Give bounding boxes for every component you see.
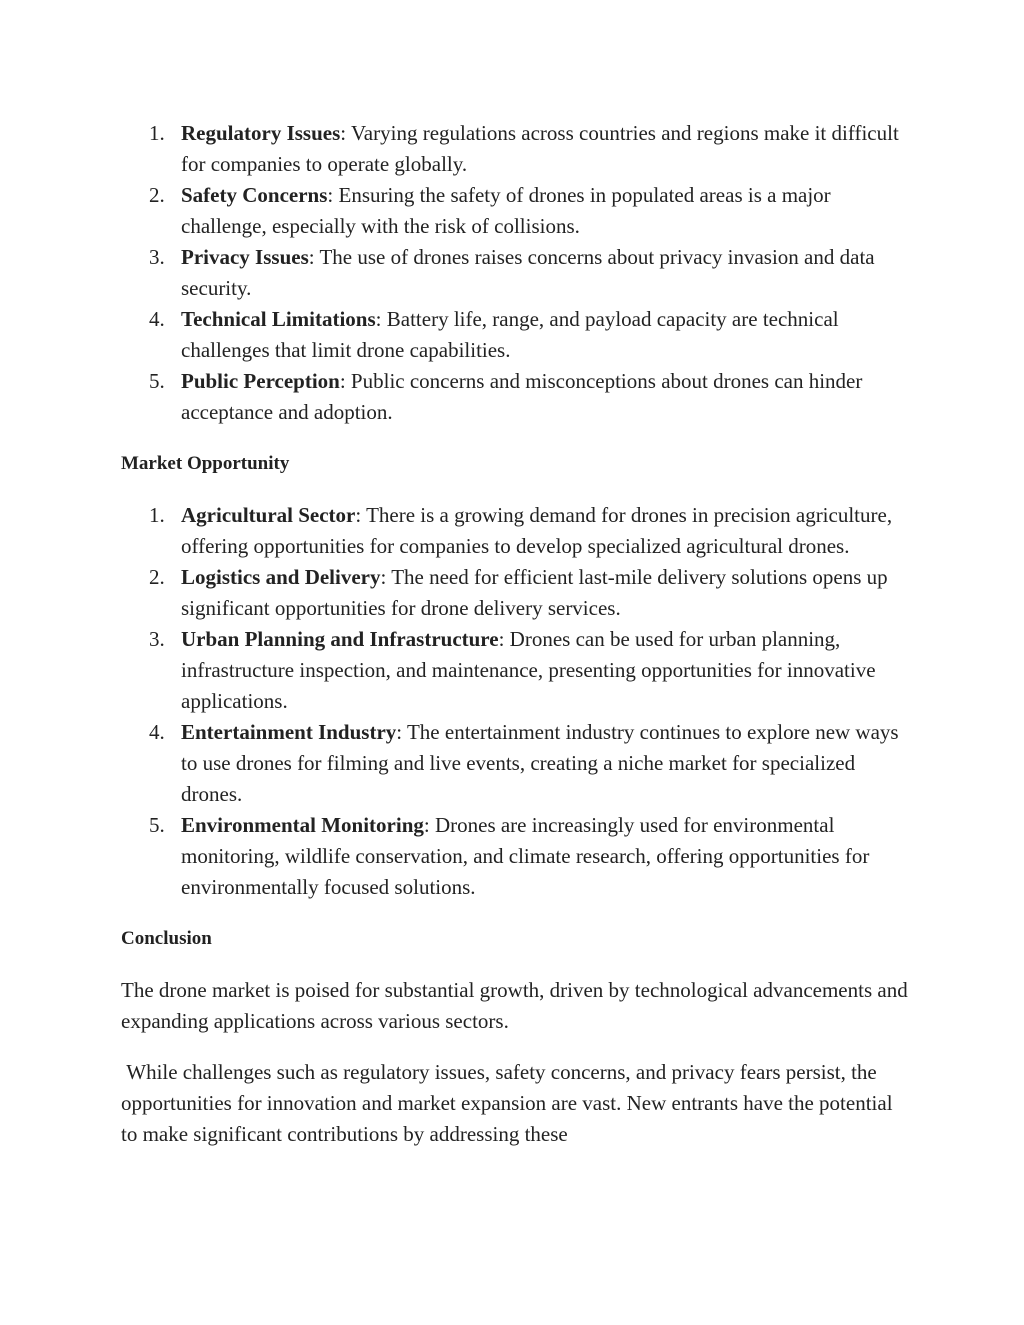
list-item	[121, 304, 911, 366]
list-item	[121, 180, 911, 242]
item-number: 4.	[149, 307, 165, 331]
item-term: Public Perception	[181, 369, 340, 393]
item-text: : Drones are increasingly used for environmental monitoring, wildlife conservation, and climate research, offering opportunities for environmentally focused solutions.	[181, 813, 870, 899]
list-item	[121, 717, 911, 810]
item-text: : Varying regulations across countries and regions make it difficult for companies to operate globally.	[181, 121, 899, 176]
item-text: : The need for efficient last-mile delivery solutions opens up significant opportunities for drone delivery services.	[181, 565, 888, 620]
challenges-list	[121, 118, 911, 428]
list-item	[121, 562, 911, 624]
item-term: Logistics and Delivery	[181, 565, 381, 589]
item-term: Agricultural Sector	[181, 503, 356, 527]
conclusion-heading: Conclusion	[121, 928, 212, 949]
item-number: 1.	[149, 121, 165, 145]
item-number: 5.	[149, 369, 165, 393]
list-item	[121, 810, 911, 903]
document-page	[121, 118, 911, 1150]
item-text: : Drones can be used for urban planning, infrastructure inspection, and maintenance, presenting opportunities for innovative applications.	[181, 627, 876, 713]
item-number: 2.	[149, 183, 165, 207]
item-number: 1.	[149, 503, 165, 527]
item-term: Environmental Monitoring	[181, 813, 424, 837]
item-text: : Ensuring the safety of drones in populated areas is a major challenge, especially with the risk of collisions.	[181, 183, 831, 238]
market-opportunity-heading: Market Opportunity	[121, 453, 290, 474]
item-number: 3.	[149, 245, 165, 269]
item-term: Safety Concerns	[181, 183, 328, 207]
list-item	[121, 624, 911, 717]
conclusion-paragraph: While challenges such as regulatory issues, safety concerns, and privacy fears persist, the opportunities for innovation and market expansion are vast. New entrants have the potential to make significant contributions by addressing these	[121, 1060, 898, 1146]
item-text: : Battery life, range, and payload capacity are technical challenges that limit drone capabilities.	[181, 307, 839, 362]
market-opportunity-list	[121, 500, 911, 903]
item-number: 5.	[149, 813, 165, 837]
item-text: : Public concerns and misconceptions about drones can hinder acceptance and adoption.	[181, 369, 863, 424]
item-number: 4.	[149, 720, 165, 744]
item-number: 2.	[149, 565, 165, 589]
list-item	[121, 500, 911, 562]
conclusion-paragraph: The drone market is poised for substantial growth, driven by technological advancements and expanding applications across various sectors.	[121, 978, 908, 1033]
item-term: Technical Limitations	[181, 307, 376, 331]
item-text: : There is a growing demand for drones in precision agriculture, offering opportunities for companies to develop specialized agricultural drones.	[181, 503, 893, 558]
item-term: Urban Planning and Infrastructure	[181, 627, 499, 651]
item-text: : The entertainment industry continues to explore new ways to use drones for filming and live events, creating a niche market for specialized drones.	[181, 720, 899, 806]
item-term: Regulatory Issues	[181, 121, 341, 145]
item-term: Privacy Issues	[181, 245, 309, 269]
list-item	[121, 366, 911, 428]
list-item	[121, 242, 911, 304]
list-item	[121, 118, 911, 180]
item-number: 3.	[149, 627, 165, 651]
item-text: : The use of drones raises concerns about privacy invasion and data security.	[181, 245, 875, 300]
item-term: Entertainment Industry	[181, 720, 397, 744]
